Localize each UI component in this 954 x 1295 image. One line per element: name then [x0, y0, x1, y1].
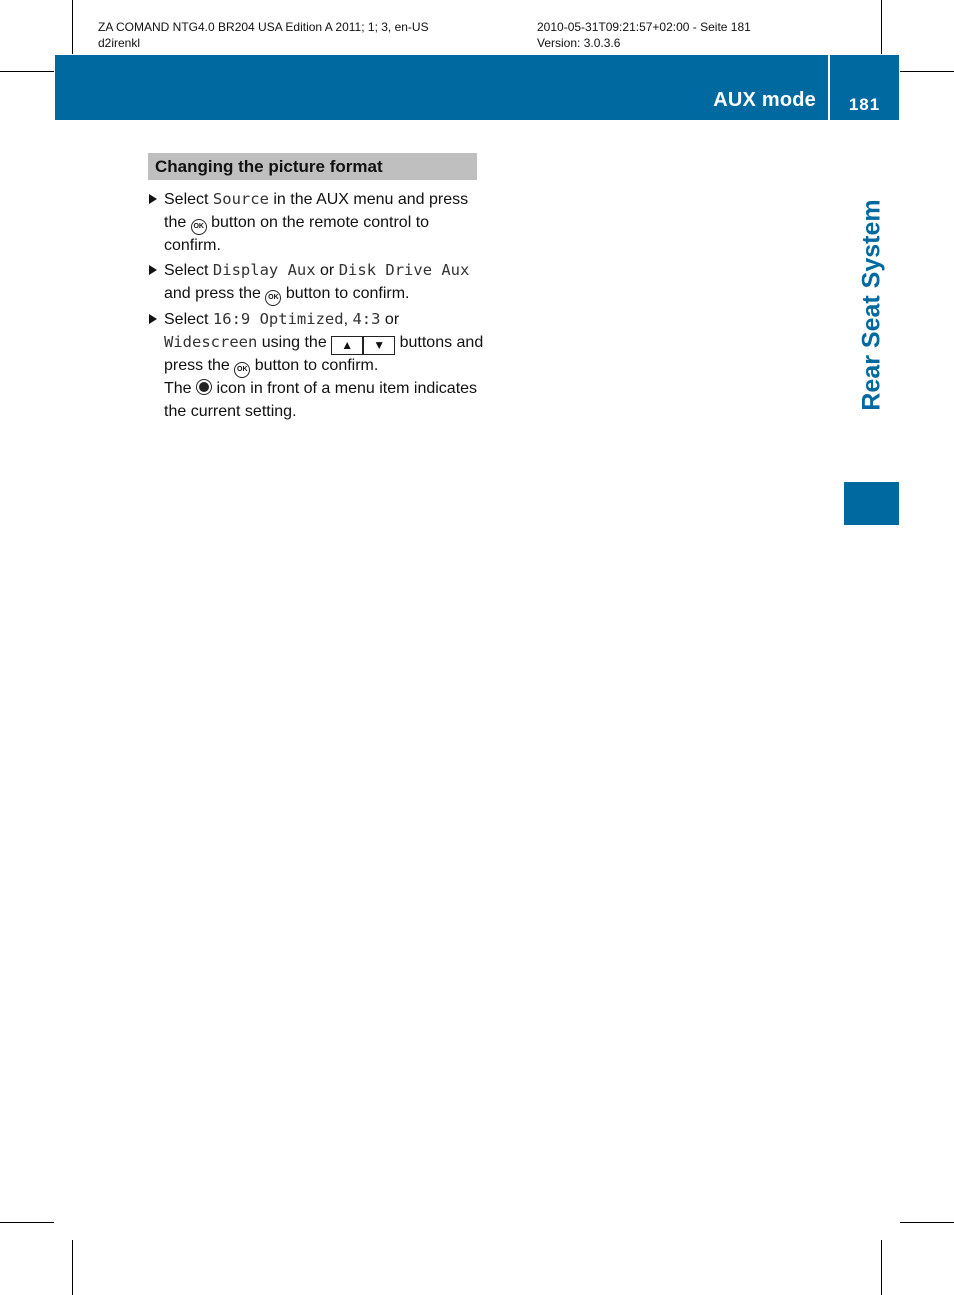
- meta-line: ZA COMAND NTG4.0 BR204 USA Edition A 2011; 1; 3, en-US: [98, 20, 429, 34]
- side-tab-label: Rear Seat System: [857, 199, 885, 411]
- side-tab: [844, 130, 899, 480]
- subsection-heading-text: Changing the picture format: [155, 157, 383, 176]
- ok-button-icon: OK: [191, 219, 207, 235]
- header-bar: [55, 55, 828, 120]
- instruction-step: [148, 308, 488, 424]
- crop-mark: [881, 1240, 882, 1295]
- step-text: or: [380, 310, 400, 328]
- menu-item-name: 16:9 Optimized: [212, 309, 344, 328]
- instruction-step: [148, 259, 488, 306]
- menu-item-name: 4:3: [352, 309, 381, 328]
- print-meta-left: [98, 19, 429, 51]
- page-number: 181: [848, 95, 881, 114]
- step-text: Select: [164, 310, 213, 328]
- step-arrow-icon: [149, 265, 157, 275]
- crop-mark: [72, 0, 73, 54]
- radio-selected-icon: [196, 379, 212, 395]
- menu-item-name: Display Aux: [212, 261, 316, 279]
- meta-line: Version: 3.0.3.6: [537, 36, 621, 50]
- step-text: Select: [164, 262, 213, 279]
- step-text: ,: [343, 310, 353, 328]
- crop-mark: [881, 0, 882, 54]
- step-text: button to confirm.: [250, 357, 379, 374]
- step-note: [164, 378, 488, 423]
- step-text: using the: [257, 334, 332, 351]
- step-text: and press the: [164, 284, 266, 302]
- step-text: buttons and press the: [164, 334, 484, 374]
- ok-button-icon: OK: [265, 290, 281, 306]
- menu-item-name: Source: [212, 190, 269, 208]
- crop-mark: [900, 71, 954, 72]
- step-text: button to confirm.: [281, 284, 410, 302]
- down-key-icon: ▼: [363, 336, 395, 355]
- step-arrow-icon: [149, 194, 157, 204]
- print-meta-right: [537, 19, 751, 51]
- step-arrow-icon: [149, 314, 157, 324]
- crop-mark: [72, 1240, 73, 1295]
- instruction-step: [148, 188, 488, 257]
- meta-line: d2irenkl: [98, 36, 141, 50]
- note-text: icon in front of a menu item indicates the current setting.: [164, 380, 478, 420]
- menu-item-name: Disk Drive Aux: [338, 261, 470, 279]
- subsection-heading: [148, 153, 477, 180]
- instruction-list: [148, 188, 488, 425]
- note-text: The: [164, 380, 197, 397]
- crop-mark: [0, 71, 54, 72]
- meta-line: 2010-05-31T09:21:57+02:00 - Seite 181: [537, 20, 751, 34]
- ok-button-icon: OK: [234, 362, 250, 378]
- crop-mark: [900, 1222, 954, 1223]
- step-text: Select: [164, 191, 213, 208]
- section-title: AUX mode: [713, 89, 816, 111]
- menu-item-name: Widescreen: [164, 333, 258, 351]
- crop-mark: [0, 1222, 54, 1223]
- up-key-icon: ▲: [331, 336, 363, 355]
- step-text: or: [315, 262, 339, 279]
- step-text: in the AUX menu and press the: [164, 191, 469, 231]
- side-tab-marker: [844, 482, 899, 525]
- page-number-box: [830, 55, 899, 120]
- step-text: button on the remote control to confirm.: [164, 213, 430, 254]
